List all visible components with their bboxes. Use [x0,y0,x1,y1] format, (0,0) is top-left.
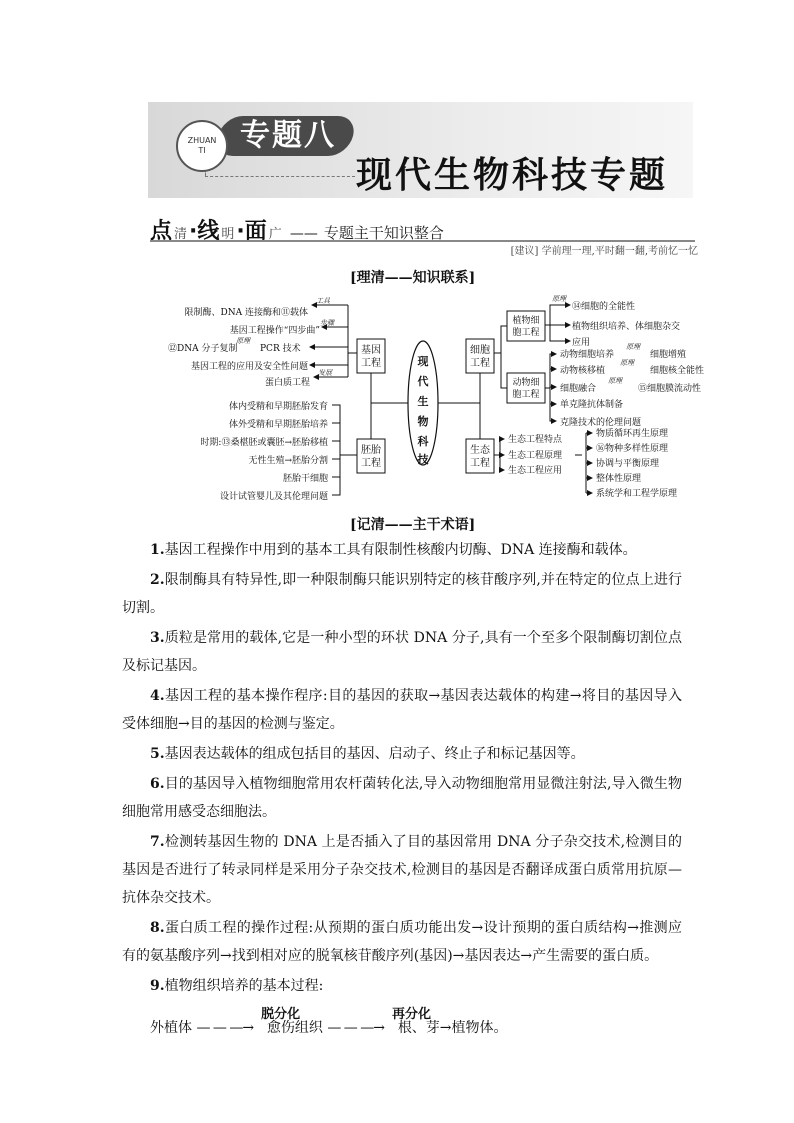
sub-char: 明 [221,227,235,242]
formula-end: 根、芽→植物体。 [397,1020,508,1036]
gene-arrow-label: 发展 [318,369,332,377]
list-item: 8.蛋白质工程的操作过程:从预期的蛋白质功能出发→设计预期的蛋白质结构→推测应有的氨基酸序列→找到相对应的脱氧核苷酸序列(基因)→基因表达→产生需要的蛋白质。 [122,920,682,964]
list-item: 2.限制酶具有特异性,即一种限制酶只能识别特定的核苷酸序列,并在特定的位点上进行切割。 [122,572,682,616]
cell-box-label: 工程 [470,358,490,369]
eco-principle: 整体性原理 [596,474,642,484]
subheading [150,214,444,244]
plant-box-label: 胞工程 [512,328,540,338]
eco-principle: 协调与平衡原理 [596,459,660,469]
animal-box-label: 动物细 [512,378,540,388]
animal-item: 单克隆抗体制备 [560,400,624,410]
term-list [122,536,682,1054]
animal-box-label: 胞工程 [512,390,540,400]
sub-dash: —— [289,226,318,242]
eco-principle: 物质循环再生原理 [596,429,669,439]
study-suggestion: [建议] 学前理一理,平时翻一翻,考前忆一忆 [510,246,698,257]
list-item: 3.质粒是常用的载体,它是一种小型的环状 DNA 分子,具有一个至多个限制酶切割位点及标记基因。 [122,630,682,674]
gene-item: 基因工程的应用及安全性问题 [190,362,308,372]
formula-label: 再分化 [392,1007,432,1022]
gene-item: 基因工程操作“四步曲” [229,326,320,336]
animal-item: 克隆技术的伦理问题 [560,418,642,428]
formula-arrow [327,1007,432,1043]
center-char: 现 [417,355,429,368]
sub-sep: · [189,219,198,244]
center-char: 科 [417,435,429,448]
sub-char: 广 [268,227,282,242]
eco-principle: ⑯物种多样性原理 [596,444,669,454]
plant-item: ⑭细胞的全能性 [572,302,636,312]
badge-line2: TI [198,146,206,155]
sub-sep: · [236,219,245,244]
sub-char: 线 [197,219,220,244]
embryo-item: 无性生殖→胚胎分割 [248,456,328,466]
animal-item: 细胞增殖 [650,350,687,360]
embryo-item: 设计试管婴儿及其伦理问题 [219,492,328,502]
formula-start: 外植体 [150,1020,192,1036]
list-item: 7.检测转基因生物的 DNA 上是否插入了目的基因常用 DNA 分子杂交技术,检测目的基因是否进行了转录同样是采用分子杂交技术,检测目的基因是否翻译成蛋白质常用抗原—抗体杂交技术。 [122,834,682,906]
formula-label: 脱分化 [261,1007,301,1022]
list-item: 6.目的基因导入植物细胞常用农杆菌转化法,导入动物细胞常用显微注射法,导入微生物细胞常用感受态细胞法。 [122,776,682,820]
section-title-knowledge: [理清——知识联系] [350,270,476,286]
zhuanti-badge [176,120,228,172]
list-item: 4.基因工程的基本操作程序:目的基因的获取→基因表达载体的构建→将目的基因导入受体细胞→目的基因的检测与鉴定。 [122,688,682,732]
plant-arrow-label: 原理 [552,295,566,303]
animal-arrow-label: 原理 [620,359,634,367]
eco-principle: 系统学和工程学原理 [596,489,678,499]
eco-box-label: 工程 [470,458,490,469]
list-item: 5.基因表达载体的组成包括目的基因、启动子、终止子和标记基因等。 [150,746,585,762]
eco-box-label: 生态 [470,445,490,456]
sub-char: 点 [150,219,173,244]
sub-tag: 专题主干知识整合 [323,224,444,242]
sub-char: 清 [174,227,188,242]
eco-item: 生态工程应用 [508,466,563,476]
gene-item: ⑫DNA 分子复制 [168,344,238,354]
badge-line1: ZHUAN [187,136,217,145]
gene-box-label: 工程 [361,358,381,369]
gene-item: 限制酶、DNA 连接酶和⑪载体 [184,308,308,318]
animal-arrow-label: 原理 [608,377,622,385]
animal-item: 动物核移植 [560,366,606,376]
embryo-item: 胚胎干细胞 [282,474,328,484]
animal-item: ⑮细胞膜流动性 [638,384,702,394]
section-title-terms: [记清——主干术语] [350,517,476,533]
plant-box-label: 植物细 [512,316,540,326]
gene-arrow-label: 步骤 [320,319,334,327]
animal-item: 细胞融合 [560,384,597,394]
concept-map [160,295,720,510]
embryo-item: 体内受精和早期胚胎发育 [228,402,328,412]
list-item: 9.植物组织培养的基本过程: [150,978,324,994]
tissue-culture-formula [122,1007,682,1054]
banner-divider [205,176,355,177]
embryo-item: 时期:⑬桑椹胚或囊胚→胚胎移植 [200,438,328,448]
gene-arrow-label: 工具 [316,297,330,305]
center-char: 生 [417,395,429,408]
eco-item: 生态工程原理 [508,451,563,461]
plant-item: 应用 [572,338,591,348]
concept-map-svg [160,295,720,510]
page-title: 现代生物科技专题 [356,155,669,196]
formula-mid: 愈伤组织 [266,1020,323,1036]
gene-item: PCR 技术 [260,344,301,354]
center-char: 技 [417,453,429,466]
gene-box-label: 基因 [361,345,381,356]
gene-item: 蛋白质工程 [264,378,310,388]
animal-item: 细胞核全能性 [650,366,705,376]
embryo-item: 体外受精和早期胚胎培养 [228,420,328,430]
center-char: 物 [417,415,429,428]
topic-label: 专题八 [240,118,336,153]
eco-item: 生态工程特点 [508,435,563,445]
animal-arrow-label: 原理 [626,343,640,351]
center-char: 代 [417,375,429,388]
embryo-box-label: 工程 [361,458,381,469]
cell-box-label: 细胞 [470,345,490,356]
embryo-box-label: 胚胎 [361,445,381,456]
gene-arrow-label: 原理 [236,337,250,345]
plant-item: 植物组织培养、体细胞杂交 [572,322,681,332]
sub-char: 面 [244,219,267,244]
list-item: 1.基因工程操作中用到的基本工具有限制性核酸内切酶、DNA 连接酶和载体。 [150,542,637,558]
animal-item: 动物细胞培养 [560,350,615,360]
